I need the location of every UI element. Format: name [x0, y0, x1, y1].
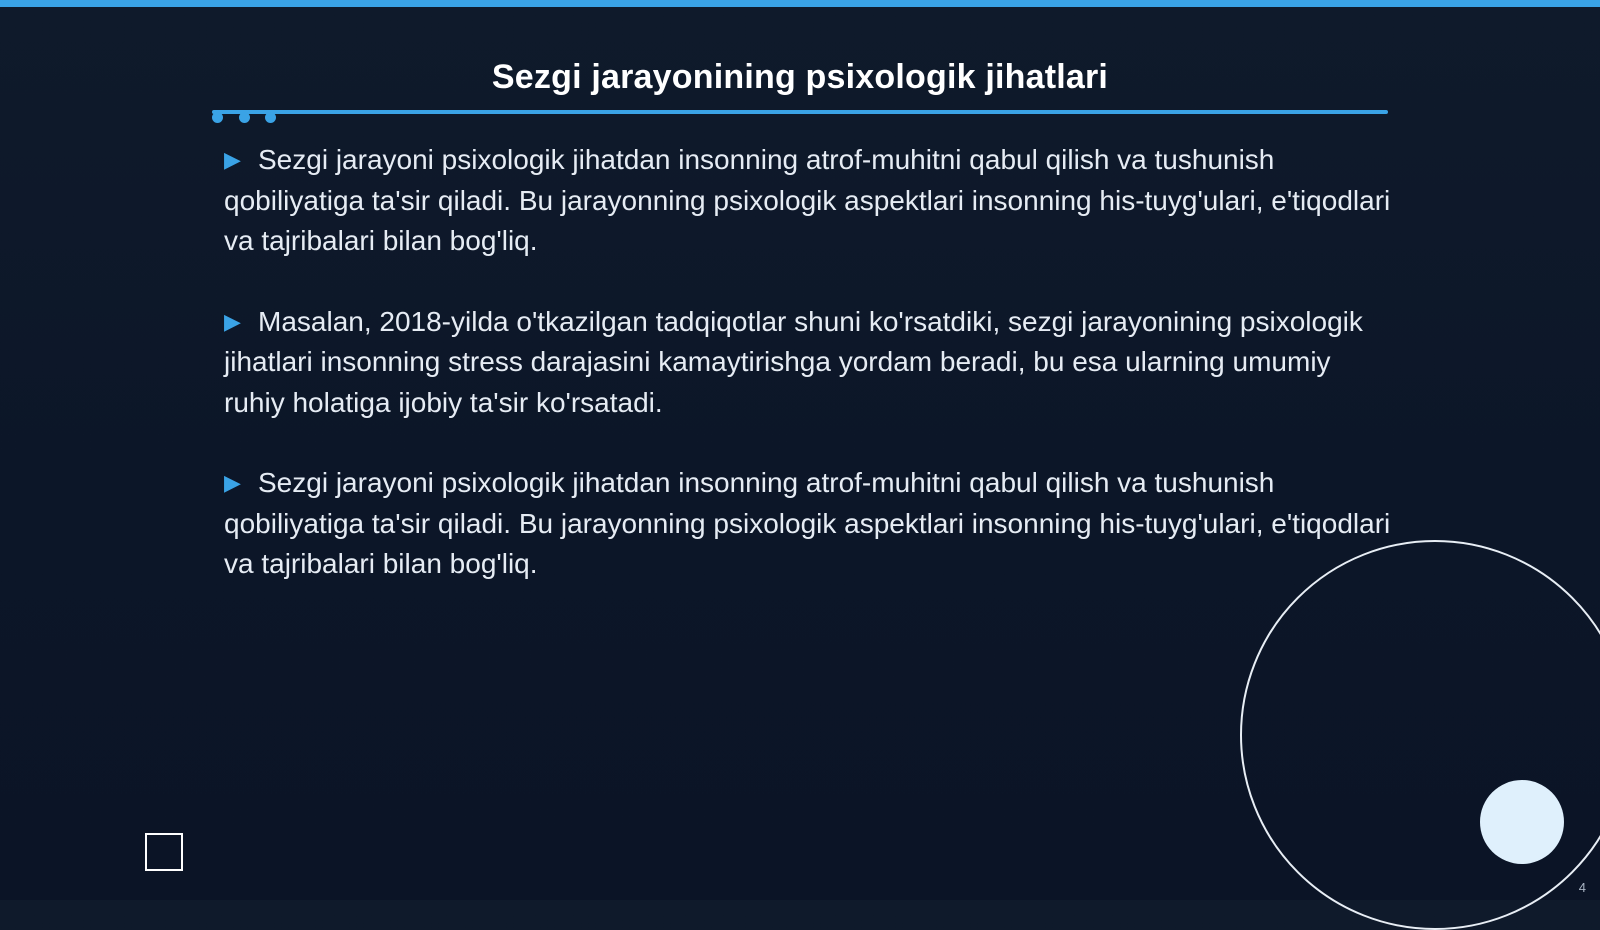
- decorative-circle-outline: [1240, 540, 1600, 930]
- bullet-text: Sezgi jarayoni psixologik jihatdan insonning atrof-muhitni qabul qilish va tushunish qobiliyatiga ta'sir qiladi. Bu jarayonning psixologik aspektlari insonning his-tuyg'ulari, e'tiqodlari va tajribalari bilan bog'liq.: [224, 144, 1391, 256]
- underline-dot: [265, 112, 276, 123]
- bullet-item: [224, 140, 1394, 262]
- bullet-arrow-icon: ▶: [224, 147, 241, 172]
- bullet-arrow-icon: ▶: [224, 470, 241, 495]
- bullet-item: [224, 463, 1394, 585]
- decorative-circle-filled: [1480, 780, 1564, 864]
- bullet-arrow-icon: ▶: [224, 308, 241, 334]
- underline-dot: [239, 112, 250, 123]
- title-underline: [212, 110, 1388, 114]
- bullet-list: [224, 140, 1394, 625]
- page-number: 4: [1578, 880, 1586, 895]
- bullet-text: Sezgi jarayoni psixologik jihatdan insonning atrof-muhitni qabul qilish va tushunish qobiliyatiga ta'sir qiladi. Bu jarayonning psixologik aspektlari insonning his-tuyg'ulari, e'tiqodlari va tajribalari bilan bog'liq.: [224, 467, 1391, 579]
- top-accent-bar: [0, 0, 1600, 7]
- bullet-item: [224, 302, 1394, 424]
- underline-dot: [212, 112, 223, 123]
- bullet-text: Masalan, 2018-yilda o'tkazilgan tadqiqotlar shuni ko'rsatdiki, sezgi jarayonining psixologik jihatlari insonning stress darajasini kamaytirishga yordam beradi, bu esa ularning umumiy ruhiy holatiga ijobiy ta'sir ko'rsatadi.: [224, 305, 1363, 418]
- decorative-square-icon: [145, 833, 183, 871]
- slide-title: Sezgi jarayonining psixologik jihatlari: [491, 58, 1109, 96]
